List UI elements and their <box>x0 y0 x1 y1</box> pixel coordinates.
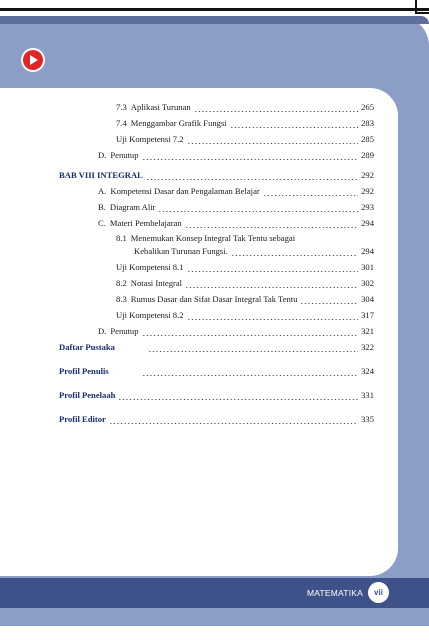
dot-leader <box>185 277 358 289</box>
dot-leader <box>187 309 359 321</box>
dot-leader <box>142 325 359 337</box>
corner-mark <box>415 0 429 14</box>
toc-row[interactable]: 8.1 Menemukan Konsep Integral Tak Tentu sebagai <box>116 233 296 243</box>
toc-row[interactable]: Uji Kompetensi 7.2 285 <box>116 134 374 144</box>
dot-leader <box>194 101 358 113</box>
dot-leader <box>118 389 358 401</box>
toc-major-row[interactable]: Profil Editor 335 <box>59 414 374 424</box>
dot-leader <box>142 149 359 161</box>
dot-leader <box>187 261 359 273</box>
dot-leader <box>158 201 358 213</box>
toc-row[interactable]: C. Materi Pembelajaran 294 <box>98 218 374 228</box>
dot-leader <box>109 413 358 425</box>
dot-leader <box>148 341 358 353</box>
dot-leader <box>146 169 358 181</box>
page-frame-top-band <box>0 16 429 24</box>
top-rule <box>0 8 429 11</box>
dot-leader <box>187 133 359 145</box>
dot-leader <box>263 185 358 197</box>
play-icon <box>23 50 43 70</box>
dot-leader <box>231 245 358 257</box>
dot-leader <box>300 293 358 305</box>
page-number-badge: vii <box>368 582 389 603</box>
toc-major-row[interactable]: Profil Penulis 324 <box>59 366 374 376</box>
toc-major-row[interactable]: Profil Penelaah 331 <box>59 390 374 400</box>
dot-leader <box>142 365 358 377</box>
toc-chapter-row[interactable]: BAB VIII INTEGRAL 292 <box>59 170 374 180</box>
toc-row[interactable]: D. Penutup 321 <box>98 326 374 336</box>
toc-row[interactable]: 8.3 Rumus Dasar dan Sifat Dasar Integral Tak Tentu 304 <box>116 294 374 304</box>
toc-row[interactable]: B. Diagram Alir 293 <box>98 202 374 212</box>
footer-band <box>0 578 429 608</box>
toc-row[interactable]: Uji Kompetensi 8.2 317 <box>116 310 374 320</box>
footer-subject: MATEMATIKA <box>307 588 363 598</box>
toc-row[interactable]: 7.4 Menggambar Grafik Fungsi 283 <box>116 118 374 128</box>
dot-leader <box>230 117 358 129</box>
toc-row[interactable]: Uji Kompetensi 8.1 301 <box>116 262 374 272</box>
toc-major-row[interactable]: Daftar Pustaka 322 <box>59 342 374 352</box>
bottom-margin <box>0 626 429 640</box>
toc-row[interactable]: A. Kompetensi Dasar dan Pengalaman Belajar 292 <box>98 186 374 196</box>
toc-page <box>0 88 398 576</box>
toc-row[interactable]: Kebalikan Turunan Fungsi. 294 <box>134 246 374 256</box>
toc-row[interactable]: 7.3 Aplikasi Turunan 265 <box>116 102 374 112</box>
toc-row[interactable]: 8.2 Notasi Integral 302 <box>116 278 374 288</box>
toc-row[interactable]: D. Penutup 289 <box>98 150 374 160</box>
dot-leader <box>185 217 358 229</box>
